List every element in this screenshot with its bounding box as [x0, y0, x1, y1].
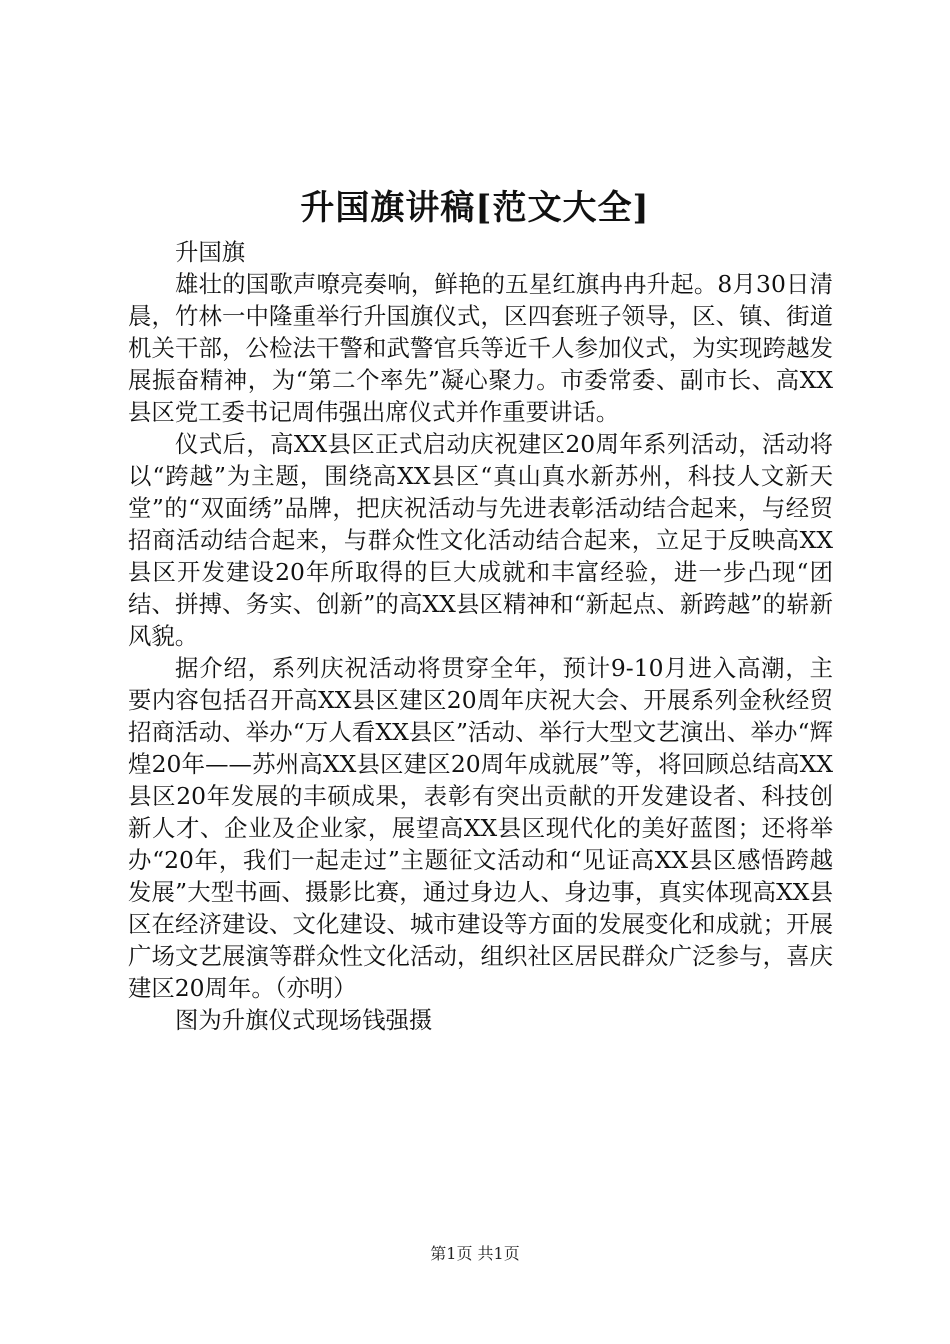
page-footer: 第1页 共1页 [430, 1244, 520, 1263]
body-paragraph: 据介绍，系列庆祝活动将贯穿全年，预计9-10月进入高潮，主要内容包括召开高XX县区建区20周年庆祝大会、开展系列金秋经贸招商活动、举办“万人看XX县区”活动、举行大型文艺演出、举办“辉煌20年——苏州高XX县区建区20周年成就展”等，将回顾总结高XX县区20年发展的丰硕成果，表彰有突出贡献的开发建设者、科技创新人才、企业及企业家，展望高XX县区现代化的美好蓝图；还将举办“20年，我们一起走过”主题征文活动和“见证高XX县区感悟跨越发展”大型书画、摄影比赛，通过身边人、身边事，真实体现高XX县区在经济建设、文化建设、城市建设等方面的发展变化和成就；开展广场文艺展演等群众性文化活动，组织社区居民群众广泛参与，喜庆建区20周年。（亦明） [128, 654, 833, 1002]
body-paragraph: 雄壮的国歌声嘹亮奏响，鲜艳的五星红旗冉冉升起。8月30日清晨，竹林一中隆重举行升国旗仪式，区四套班子领导，区、镇、街道机关干部，公检法干警和武警官兵等近千人参加仪式，为实现跨越发展振奋精神，为“第二个率先”凝心聚力。市委常委、副市长、高XX县区党工委书记周伟强出席仪式并作重要讲话。 [128, 270, 833, 426]
document-title: 升国旗讲稿[范文大全] [300, 188, 650, 228]
body-paragraph: 仪式后，高XX县区正式启动庆祝建区20周年系列活动，活动将以“跨越”为主题，围绕高XX县区“真山真水新苏州，科技人文新天堂”的“双面绣”品牌，把庆祝活动与先进表彰活动结合起来，与经贸招商活动结合起来，与群众性文化活动结合起来，立足于反映高XX县区开发建设20年所取得的巨大成就和丰富经验，进一步凸现“团结、拼搏、务实、创新”的高XX县区精神和“新起点、新跨越”的崭新风貌。 [128, 430, 833, 650]
section-heading: 升国旗 [175, 238, 246, 266]
document-body [128, 236, 833, 1036]
photo-caption: 图为升旗仪式现场钱强摄 [175, 1006, 433, 1034]
